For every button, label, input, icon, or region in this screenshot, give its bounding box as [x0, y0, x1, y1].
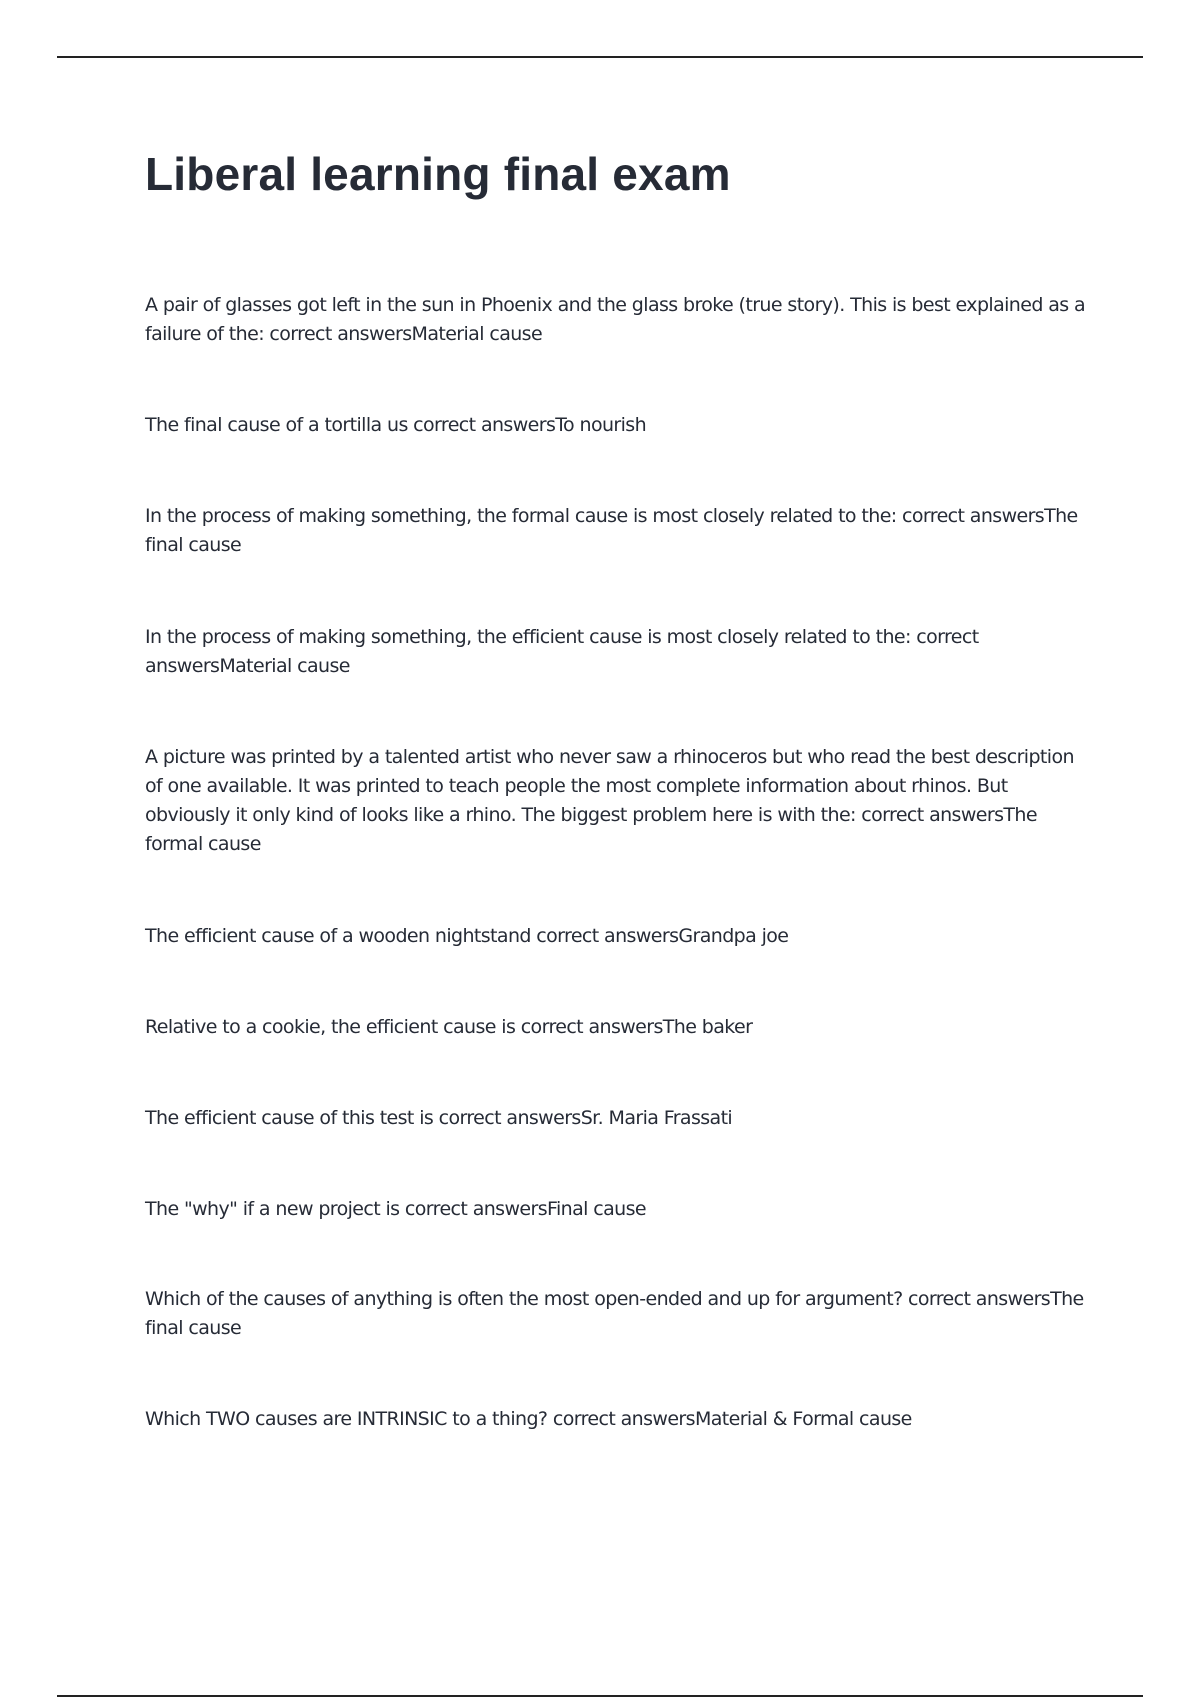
top-rule	[57, 56, 1143, 58]
qa-item-11: Which TWO causes are INTRINSIC to a thing? correct answersMaterial & Formal cause	[145, 1408, 912, 1430]
qa-item-9: The "why" if a new project is correct answersFinal cause	[145, 1198, 646, 1220]
page-title: Liberal learning final exam	[145, 148, 731, 200]
qa-item-4: In the process of making something, the efficient cause is most closely related to the: correct answersMaterial cause	[145, 626, 979, 677]
qa-item-7: Relative to a cookie, the efficient cause is correct answersThe baker	[145, 1016, 753, 1038]
qa-item-3: In the process of making something, the formal cause is most closely related to the: correct answersThe final cause	[145, 505, 1078, 556]
bottom-rule	[57, 1695, 1143, 1697]
qa-item-6: The efficient cause of a wooden nightstand correct answersGrandpa joe	[145, 925, 789, 947]
qa-item-10: Which of the causes of anything is often the most open-ended and up for argument? correct answersThe final cause	[145, 1288, 1084, 1339]
qa-item-1: A pair of glasses got left in the sun in Phoenix and the glass broke (true story). This is best explained as a failure of the: correct answersMaterial cause	[145, 294, 1086, 345]
qa-item-5: A picture was printed by a talented artist who never saw a rhinoceros but who read the best description of one available. It was printed to teach people the most complete information about rhinos. But obviously it only kind of looks like a rhino. The biggest problem here is with the: correct answersThe formal cause	[145, 746, 1074, 855]
qa-item-8: The efficient cause of this test is correct answersSr. Maria Frassati	[145, 1107, 733, 1129]
qa-item-2: The final cause of a tortilla us correct answersTo nourish	[145, 414, 647, 436]
